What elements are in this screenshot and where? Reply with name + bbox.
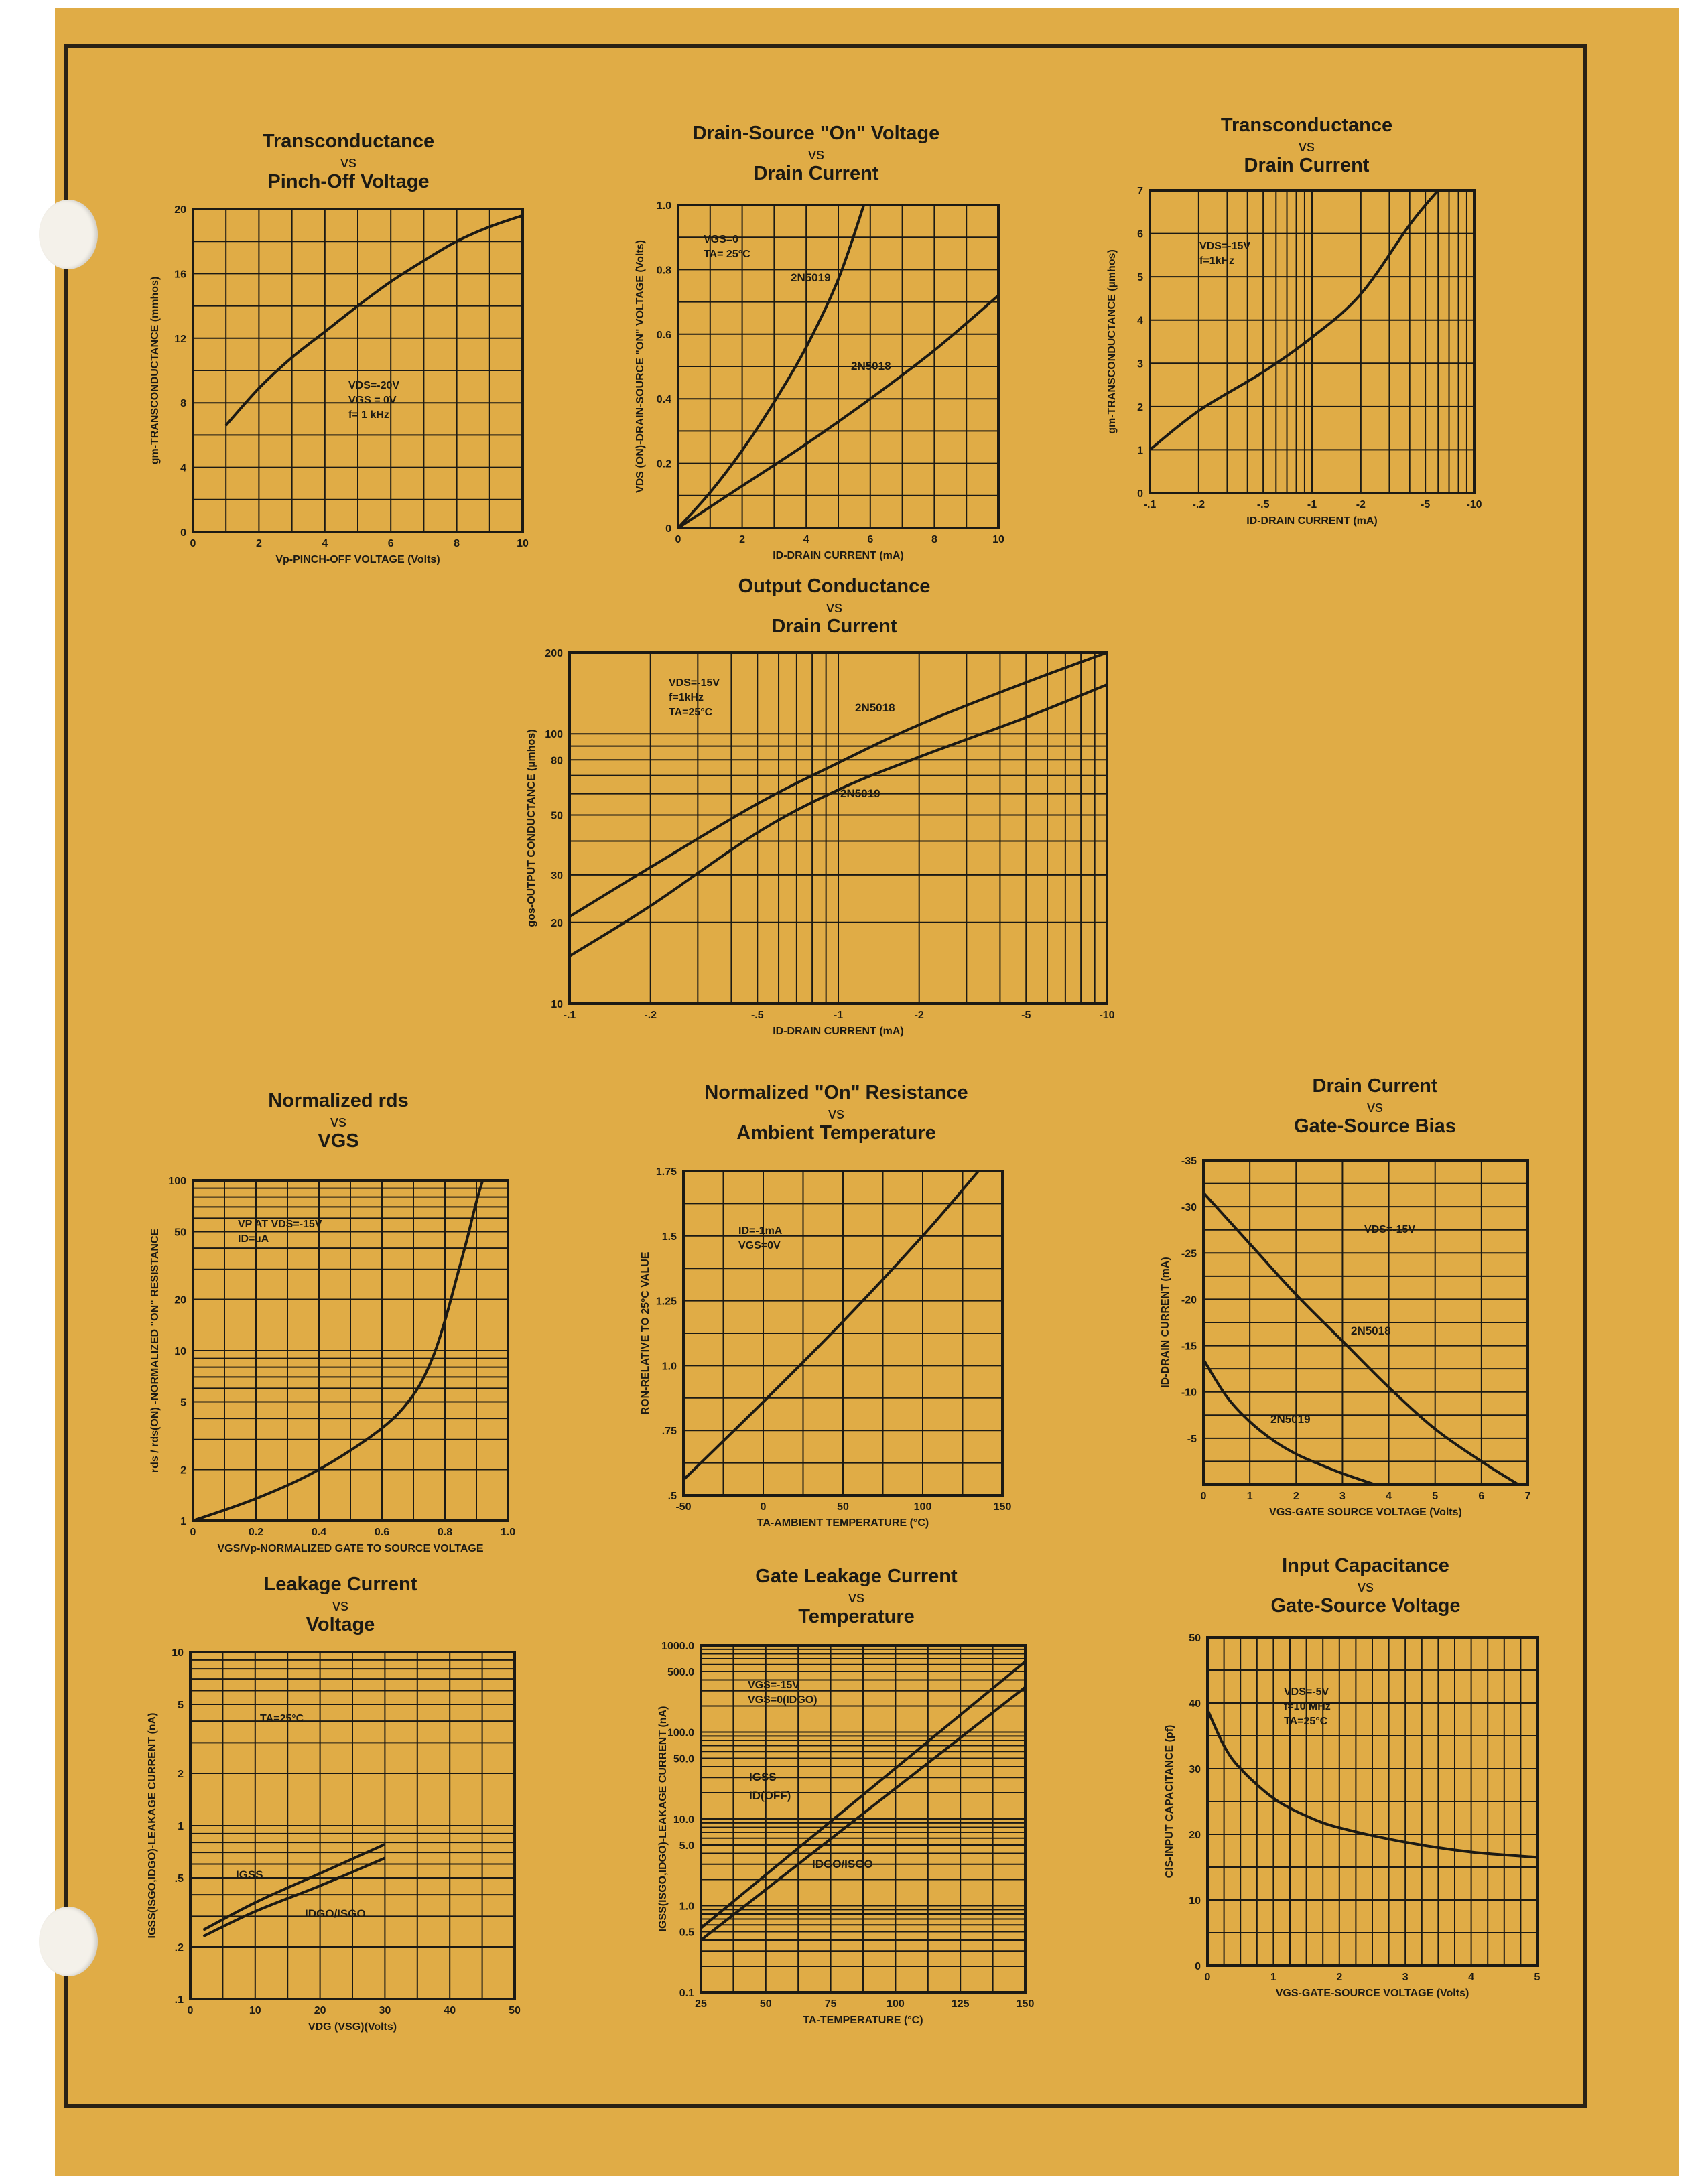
y-axis-label: IGSS(ISGO,IDGO)-LEAKAGE CURRENT (nA) bbox=[147, 1712, 158, 1939]
x-tick-label: 0 bbox=[1200, 1491, 1207, 1502]
chart-title-line: Temperature bbox=[798, 1606, 915, 1627]
y-tick-label: 7 bbox=[1137, 186, 1143, 197]
x-tick-label: 100 bbox=[887, 1998, 905, 2010]
chart-title-line: Ambient Temperature bbox=[736, 1122, 936, 1144]
x-tick-label: 1.0 bbox=[500, 1527, 516, 1538]
y-tick-label: 20 bbox=[174, 1294, 186, 1306]
chart-title-line: VGS bbox=[318, 1130, 359, 1152]
x-tick-label: 0.6 bbox=[374, 1527, 390, 1538]
x-axis-label: ID-DRAIN CURRENT (mA) bbox=[773, 1026, 904, 1037]
y-tick-label: 200 bbox=[545, 648, 563, 659]
x-tick-label: 5 bbox=[1432, 1491, 1439, 1502]
chart-title-line: vs bbox=[828, 1105, 844, 1123]
condition-annotation: VGS=0(IDGO) bbox=[748, 1694, 817, 1706]
chart-title-line: Drain Current bbox=[1244, 155, 1370, 176]
chart-title-line: Input Capacitance bbox=[1282, 1555, 1449, 1576]
x-tick-label: -.5 bbox=[750, 1010, 764, 1021]
y-tick-label: -25 bbox=[1181, 1248, 1197, 1260]
condition-annotation: VGS=-15V bbox=[748, 1680, 799, 1691]
y-tick-label: 0 bbox=[1137, 488, 1143, 500]
y-tick-label: -10 bbox=[1181, 1387, 1197, 1399]
x-tick-label: -50 bbox=[675, 1501, 692, 1513]
x-axis-label: TA-AMBIENT TEMPERATURE (°C) bbox=[757, 1517, 929, 1529]
condition-annotation: f= 1 kHz bbox=[348, 409, 389, 421]
x-axis-label: VGS-GATE SOURCE VOLTAGE (Volts) bbox=[1269, 1507, 1462, 1518]
series-curve-ron bbox=[683, 1171, 978, 1480]
x-tick-label: 6 bbox=[867, 534, 874, 545]
y-tick-label: 4 bbox=[1137, 315, 1143, 327]
x-tick-label: 4 bbox=[1468, 1972, 1475, 1983]
y-tick-label: 6 bbox=[1137, 228, 1143, 241]
x-tick-label: -10 bbox=[1466, 499, 1482, 510]
chart-title-line: Gate-Source Voltage bbox=[1270, 1595, 1461, 1617]
y-tick-label: 30 bbox=[551, 870, 563, 882]
x-tick-label: -.1 bbox=[563, 1010, 576, 1021]
y-axis-label: gos-OUTPUT CONDUCTANCE (µmhos) bbox=[526, 729, 537, 927]
x-tick-label: 4 bbox=[803, 534, 809, 545]
y-tick-label: 5 bbox=[178, 1699, 184, 1711]
x-tick-label: 0 bbox=[190, 1527, 196, 1538]
x-tick-label: 2 bbox=[739, 534, 746, 545]
x-axis-label: VGS/Vp-NORMALIZED GATE TO SOURCE VOLTAGE bbox=[217, 1543, 484, 1554]
chart-c3 bbox=[1106, 115, 1482, 527]
x-tick-label: 2 bbox=[1293, 1491, 1299, 1502]
curve-label: ID(OFF) bbox=[749, 1789, 791, 1802]
chart-title-line: vs bbox=[826, 598, 842, 616]
y-tick-label: 5 bbox=[180, 1397, 186, 1409]
y-tick-label: 0.6 bbox=[656, 329, 671, 341]
y-tick-label: -35 bbox=[1181, 1156, 1197, 1167]
condition-annotation: TA=25°C bbox=[260, 1713, 304, 1724]
x-tick-label: 5 bbox=[1534, 1972, 1541, 1983]
chart-title-line: Normalized rds bbox=[268, 1090, 409, 1111]
x-tick-label: -1 bbox=[833, 1010, 844, 1021]
x-tick-label: 10 bbox=[249, 2005, 261, 2017]
y-tick-label: 1 bbox=[178, 1821, 184, 1832]
chart-c1 bbox=[149, 131, 529, 565]
curve-label: IDGO/ISGO bbox=[812, 1858, 873, 1870]
chart-c2 bbox=[635, 123, 1004, 561]
y-tick-label: 50 bbox=[174, 1227, 186, 1239]
x-tick-label: -1 bbox=[1307, 499, 1317, 510]
y-tick-label: 20 bbox=[174, 204, 186, 216]
chart-title-line: vs bbox=[1299, 137, 1315, 155]
chart-title-line: vs bbox=[330, 1113, 346, 1131]
curve-label: IDGO/ISGO bbox=[305, 1907, 366, 1920]
x-tick-label: 50 bbox=[509, 2005, 521, 2017]
chart-title-line: Output Conductance bbox=[738, 575, 931, 597]
y-tick-label: 100.0 bbox=[667, 1727, 694, 1739]
chart-c7 bbox=[1160, 1075, 1531, 1518]
y-tick-label: 1.0 bbox=[679, 1901, 694, 1913]
condition-annotation: TA=25°C bbox=[669, 707, 713, 718]
y-tick-label: 50 bbox=[551, 810, 563, 822]
condition-annotation: VDS=-20V bbox=[348, 380, 400, 391]
x-tick-label: 3 bbox=[1402, 1972, 1409, 1983]
chart-title-line: Normalized "On" Resistance bbox=[704, 1082, 968, 1103]
x-tick-label: 8 bbox=[931, 534, 937, 545]
chart-title-line: vs bbox=[808, 145, 824, 163]
x-tick-label: 8 bbox=[454, 538, 460, 549]
x-tick-label: 50 bbox=[837, 1501, 849, 1513]
x-tick-label: 0 bbox=[187, 2005, 194, 2017]
chart-title-line: Drain Current bbox=[753, 163, 879, 184]
y-tick-label: 8 bbox=[180, 398, 186, 410]
x-tick-label: 0.4 bbox=[311, 1527, 327, 1538]
y-tick-label: 4 bbox=[180, 462, 186, 474]
condition-annotation: VDS=-15V bbox=[1199, 241, 1251, 252]
series-curve-idgo-isgo bbox=[203, 1858, 385, 1937]
chart-title-line: vs bbox=[1358, 1578, 1374, 1596]
y-tick-label: 3 bbox=[1137, 358, 1143, 370]
x-tick-label: 3 bbox=[1339, 1491, 1346, 1502]
curve-label: 2N5019 bbox=[840, 787, 880, 800]
y-axis-label: RON-RELATIVE TO 25°C VALUE bbox=[640, 1251, 651, 1415]
y-tick-label: 10 bbox=[174, 1346, 186, 1357]
y-tick-label: 12 bbox=[174, 333, 186, 345]
y-axis-label: ID-DRAIN CURRENT (mA) bbox=[1160, 1257, 1171, 1388]
y-tick-label: 0 bbox=[665, 523, 671, 535]
y-tick-label: 0 bbox=[1195, 1961, 1201, 1972]
curve-label: 2N5019 bbox=[791, 271, 831, 284]
x-tick-label: 125 bbox=[951, 1998, 970, 2010]
x-tick-label: 40 bbox=[444, 2005, 456, 2017]
y-axis-label: CIS-INPUT CAPACITANCE (pf) bbox=[1164, 1724, 1175, 1879]
chart-title-line: Drain Current bbox=[1312, 1075, 1438, 1097]
x-axis-label: ID-DRAIN CURRENT (mA) bbox=[1246, 515, 1378, 527]
x-axis-label: TA-TEMPERATURE (°C) bbox=[803, 2015, 923, 2026]
condition-annotation: f=1kHz bbox=[1199, 255, 1235, 267]
x-tick-label: -10 bbox=[1099, 1010, 1115, 1021]
condition-annotation: TA= 25°C bbox=[704, 249, 750, 260]
curve-label: IGSS bbox=[236, 1868, 263, 1881]
x-tick-label: -.2 bbox=[1192, 499, 1205, 510]
condition-annotation: f=10 MHz bbox=[1284, 1701, 1331, 1712]
y-tick-label: 1 bbox=[1137, 445, 1143, 457]
x-tick-label: -5 bbox=[1021, 1010, 1031, 1021]
y-tick-label: 1.5 bbox=[661, 1231, 677, 1243]
y-tick-label: 10.0 bbox=[673, 1814, 694, 1826]
y-tick-label: .75 bbox=[661, 1426, 677, 1438]
y-tick-label: -20 bbox=[1181, 1294, 1197, 1306]
y-tick-label: 20 bbox=[1189, 1830, 1201, 1841]
x-tick-label: 6 bbox=[1478, 1491, 1485, 1502]
x-tick-label: 0.2 bbox=[248, 1527, 264, 1538]
x-tick-label: 75 bbox=[824, 1998, 837, 2010]
x-tick-label: 4 bbox=[322, 538, 328, 549]
chart-title-line: Pinch-Off Voltage bbox=[267, 171, 430, 192]
x-tick-label: 25 bbox=[695, 1998, 707, 2010]
x-tick-label: 0 bbox=[1204, 1972, 1211, 1983]
y-tick-label: 0.5 bbox=[679, 1927, 694, 1939]
x-axis-label: Vp-PINCH-OFF VOLTAGE (Volts) bbox=[275, 554, 440, 565]
condition-annotation: VGS=0V bbox=[738, 1240, 781, 1251]
y-tick-label: 0.2 bbox=[656, 458, 671, 470]
y-tick-label: 10 bbox=[551, 999, 563, 1010]
chart-title-line: vs bbox=[340, 153, 356, 172]
y-tick-label: 0.1 bbox=[679, 1988, 694, 1999]
x-tick-label: -2 bbox=[914, 1010, 924, 1021]
chart-title-line: Voltage bbox=[306, 1614, 375, 1635]
y-tick-label: 1 bbox=[180, 1516, 186, 1527]
y-tick-label: -30 bbox=[1181, 1202, 1197, 1214]
x-axis-label: VGS-GATE-SOURCE VOLTAGE (Volts) bbox=[1275, 1988, 1469, 1999]
x-tick-label: 1 bbox=[1270, 1972, 1276, 1983]
x-axis-label: VDG (VSG)(Volts) bbox=[308, 2021, 397, 2033]
chart-c4 bbox=[526, 575, 1115, 1037]
y-tick-label: 5 bbox=[1137, 272, 1143, 284]
y-axis-label: gm-TRANSCONDUCTANCE (mmhos) bbox=[149, 276, 161, 465]
chart-c5 bbox=[149, 1090, 515, 1554]
y-axis-label: IGSS(ISGO,IDGO)-LEAKAGE CURRENT (nA) bbox=[657, 1706, 669, 1932]
y-tick-label: 16 bbox=[174, 269, 186, 281]
curve-label: 2N5018 bbox=[855, 701, 895, 714]
x-tick-label: -.1 bbox=[1143, 499, 1157, 510]
y-tick-label: 0.4 bbox=[656, 394, 671, 406]
y-tick-label: 80 bbox=[551, 755, 563, 767]
y-tick-label: -5 bbox=[1187, 1433, 1197, 1445]
x-tick-label: -5 bbox=[1421, 499, 1431, 510]
y-tick-label: 0 bbox=[180, 527, 186, 539]
chart-c9 bbox=[657, 1566, 1034, 2026]
condition-annotation: VDS=-5V bbox=[1284, 1686, 1329, 1698]
x-tick-label: 0 bbox=[760, 1501, 767, 1513]
y-tick-label: 100 bbox=[168, 1176, 186, 1187]
y-tick-label: 50 bbox=[1189, 1633, 1201, 1644]
y-tick-label: .5 bbox=[174, 1872, 184, 1885]
y-tick-label: 10 bbox=[172, 1647, 184, 1659]
x-tick-label: 10 bbox=[992, 534, 1004, 545]
y-tick-label: .5 bbox=[667, 1491, 677, 1502]
x-axis-label: ID-DRAIN CURRENT (mA) bbox=[773, 550, 904, 561]
chart-c10 bbox=[1164, 1555, 1541, 1999]
x-tick-label: 20 bbox=[314, 2005, 326, 2017]
chart-c6 bbox=[640, 1082, 1011, 1529]
y-tick-label: 30 bbox=[1189, 1764, 1201, 1775]
chart-title-line: vs bbox=[1367, 1098, 1383, 1116]
condition-annotation: VDS=-15V bbox=[669, 677, 720, 689]
y-tick-label: 1.75 bbox=[655, 1166, 677, 1178]
x-tick-label: 0 bbox=[675, 534, 681, 545]
y-axis-label: gm-TRANSCONDUCTANCE (µmhos) bbox=[1106, 249, 1118, 434]
x-tick-label: 150 bbox=[1016, 1998, 1035, 2010]
condition-annotation: VGS=0 bbox=[704, 234, 739, 245]
curve-label: 2N5019 bbox=[1270, 1413, 1311, 1426]
y-tick-label: 2 bbox=[180, 1464, 186, 1477]
condition-annotation: VGS = 0V bbox=[348, 395, 397, 406]
y-tick-label: 20 bbox=[551, 917, 563, 929]
chart-title-line: Gate-Source Bias bbox=[1294, 1115, 1456, 1137]
x-tick-label: 100 bbox=[913, 1501, 932, 1513]
condition-annotation: TA=25°C bbox=[1284, 1716, 1328, 1727]
y-tick-label: 1.25 bbox=[655, 1296, 677, 1308]
x-tick-label: -.5 bbox=[1256, 499, 1270, 510]
condition-annotation: f=1kHz bbox=[669, 692, 704, 703]
chart-title-line: vs bbox=[848, 1588, 864, 1607]
y-tick-label: 5.0 bbox=[679, 1840, 694, 1852]
y-tick-label: 1.0 bbox=[656, 200, 671, 212]
curve-label: 2N5018 bbox=[851, 360, 891, 372]
chart-title-line: Gate Leakage Current bbox=[755, 1566, 958, 1587]
y-tick-label: 2 bbox=[178, 1769, 184, 1781]
x-tick-label: -.2 bbox=[644, 1010, 657, 1021]
y-tick-label: 1.0 bbox=[661, 1361, 677, 1373]
curve-label: 2N5018 bbox=[1351, 1324, 1391, 1337]
chart-title-line: Transconductance bbox=[262, 131, 435, 152]
x-tick-label: 2 bbox=[1336, 1972, 1343, 1983]
x-tick-label: 30 bbox=[379, 2005, 391, 2017]
y-tick-label: 50.0 bbox=[673, 1753, 694, 1765]
y-tick-label: 1000.0 bbox=[661, 1641, 694, 1652]
condition-annotation: VDS=-15V bbox=[1364, 1224, 1416, 1235]
x-tick-label: 6 bbox=[387, 538, 394, 549]
x-tick-label: 7 bbox=[1524, 1491, 1531, 1502]
x-tick-label: 0.8 bbox=[437, 1527, 453, 1538]
y-tick-label: -15 bbox=[1181, 1341, 1197, 1353]
y-tick-label: 100 bbox=[545, 729, 563, 741]
chart-title-line: Leakage Current bbox=[263, 1574, 417, 1595]
x-tick-label: 2 bbox=[255, 538, 262, 549]
chart-title-line: Drain-Source "On" Voltage bbox=[692, 123, 940, 144]
condition-annotation: ID=µA bbox=[238, 1233, 269, 1245]
y-tick-label: 40 bbox=[1189, 1698, 1201, 1710]
y-axis-label: rds / rds(ON) -NORMALIZED "ON" RESISTANCE bbox=[149, 1228, 161, 1473]
series-curve-gm bbox=[226, 216, 523, 425]
curve-label: IGSS bbox=[749, 1771, 777, 1783]
chart-title-line: Drain Current bbox=[771, 616, 897, 637]
y-tick-label: .1 bbox=[174, 1994, 184, 2006]
y-tick-label: .2 bbox=[174, 1942, 184, 1954]
x-tick-label: 10 bbox=[517, 538, 529, 549]
y-tick-label: 10 bbox=[1189, 1895, 1201, 1907]
x-tick-label: -2 bbox=[1356, 499, 1366, 510]
chart-title-line: Transconductance bbox=[1220, 115, 1393, 136]
y-tick-label: 0.8 bbox=[656, 265, 671, 277]
chart-title-line: vs bbox=[332, 1596, 348, 1615]
series-curve-2n5018 bbox=[1203, 1192, 1518, 1485]
y-tick-label: 2 bbox=[1137, 401, 1143, 413]
y-axis-label: VDS (ON)-DRAIN-SOURCE "ON" VOLTAGE (Volts) bbox=[635, 240, 646, 493]
x-tick-label: 150 bbox=[993, 1501, 1012, 1513]
condition-annotation: ID=-1mA bbox=[738, 1225, 783, 1237]
x-tick-label: 0 bbox=[190, 538, 196, 549]
x-tick-label: 50 bbox=[759, 1998, 772, 2010]
x-tick-label: 1 bbox=[1246, 1491, 1253, 1502]
chart-c8 bbox=[147, 1574, 521, 2033]
x-tick-label: 4 bbox=[1386, 1491, 1392, 1502]
condition-annotation: VP AT VDS=-15V bbox=[238, 1219, 322, 1230]
y-tick-label: 500.0 bbox=[667, 1666, 694, 1678]
